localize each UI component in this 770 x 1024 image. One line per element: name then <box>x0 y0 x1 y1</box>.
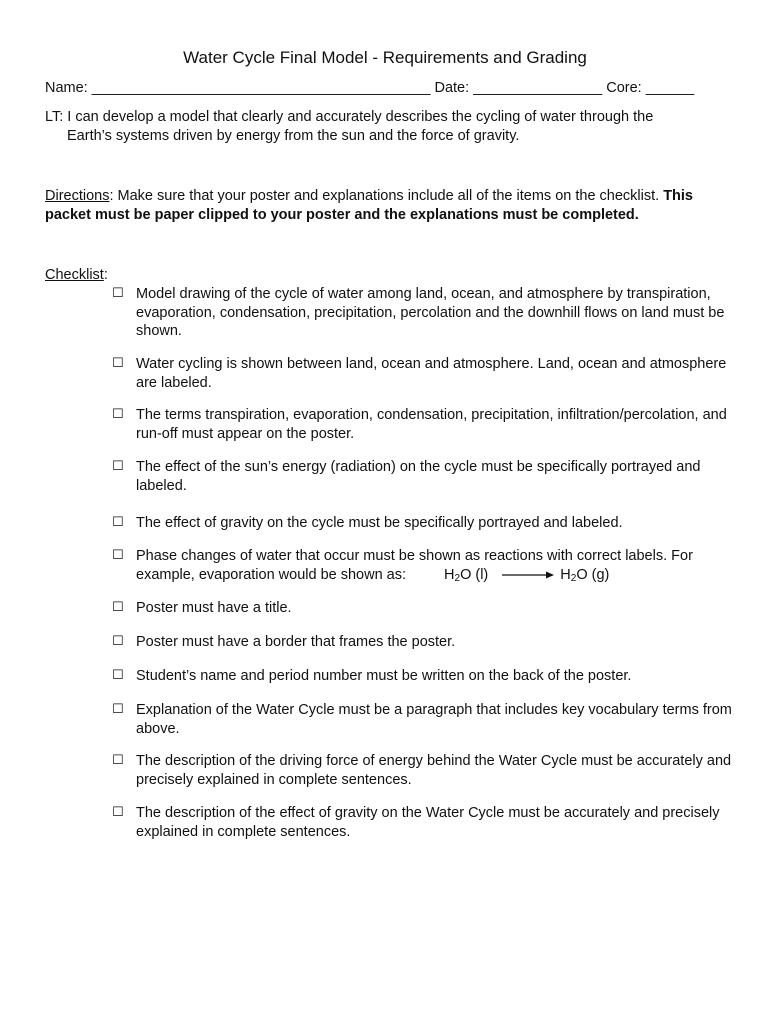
checkbox-icon[interactable]: ☐ <box>112 548 124 563</box>
checkbox-icon[interactable]: ☐ <box>112 356 124 371</box>
formula-right-h: H <box>560 566 571 583</box>
date-blank: ________________ <box>473 80 603 96</box>
formula-right-rest: O (g) <box>576 566 610 583</box>
checkbox-icon[interactable]: ☐ <box>112 459 124 474</box>
checklist-item <box>112 547 732 584</box>
checkbox-icon[interactable]: ☐ <box>112 668 124 683</box>
directions <box>45 187 735 225</box>
checkbox-icon[interactable]: ☐ <box>112 753 124 768</box>
formula-left-rest: O (l) <box>460 566 489 583</box>
evaporation-formula <box>444 566 609 585</box>
formula-left-h: H <box>444 566 455 583</box>
checklist-item <box>112 458 732 495</box>
directions-label: Directions <box>45 188 110 204</box>
checkbox-icon[interactable]: ☐ <box>112 702 124 717</box>
checklist-item <box>112 752 732 789</box>
checklist-item-text: Poster must have a title. <box>136 600 292 616</box>
directions-bold-text: This packet must be paper clipped to your poster and the explanations must be completed. <box>45 188 693 223</box>
checklist-item-text: The description of the effect of gravity on the Water Cycle must be accurately and precisely explained in complete sentences. <box>136 805 720 840</box>
checklist-item <box>112 406 732 443</box>
checklist-item <box>112 804 732 841</box>
checklist-label: Checklist <box>45 267 104 283</box>
checklist-heading <box>45 266 108 285</box>
checklist-item <box>112 633 732 652</box>
checkbox-icon[interactable]: ☐ <box>112 515 124 530</box>
directions-text: : Make sure that your poster and explanations include all of the items on the checklist. <box>109 188 664 204</box>
student-info-line <box>45 78 735 98</box>
checklist-colon: : <box>103 267 108 283</box>
name-label: Name: <box>45 80 88 96</box>
checklist-item <box>112 285 732 341</box>
checklist-item <box>112 355 732 392</box>
checklist-item-text: The effect of the sun’s energy (radiation) on the cycle must be specifically portrayed and labeled. <box>136 459 701 494</box>
checklist-item-text: Explanation of the Water Cycle must be a paragraph that includes key vocabulary terms from above. <box>136 702 732 737</box>
name-blank: __________________________________________ <box>91 80 431 96</box>
formula-right-sub: 2 <box>570 572 577 584</box>
learning-target-line-2: Earth’s systems driven by energy from the sun and the force of gravity. <box>67 128 520 144</box>
checklist-item-text <box>136 547 732 584</box>
checkbox-icon[interactable]: ☐ <box>112 600 124 615</box>
checklist-item <box>112 514 732 533</box>
learning-target <box>45 108 735 146</box>
checkbox-icon[interactable]: ☐ <box>112 634 124 649</box>
date-label: Date: <box>434 80 470 96</box>
core-label: Core: <box>606 80 642 96</box>
checkbox-icon[interactable]: ☐ <box>112 407 124 422</box>
checklist-item <box>112 667 732 686</box>
checklist-item-text: Student’s name and period number must be written on the back of the poster. <box>136 668 632 684</box>
checklist-item <box>112 599 732 618</box>
phase-change-text: Phase changes of water that occur must be shown as reactions with correct labels. For example, evaporation would be shown as: <box>136 548 693 583</box>
core-blank: ______ <box>645 80 695 96</box>
checklist-item-text: Water cycling is shown between land, ocean and atmosphere. Land, ocean and atmosphere are labeled. <box>136 356 727 391</box>
checkbox-icon[interactable]: ☐ <box>112 805 124 820</box>
checklist-item-text: The effect of gravity on the cycle must be specifically portrayed and labeled. <box>136 515 623 531</box>
checklist-item-text: The terms transpiration, evaporation, condensation, precipitation, infiltration/percolation, and run-off must appear on the poster. <box>136 407 727 442</box>
checklist-item-text: The description of the driving force of energy behind the Water Cycle must be accurately and precisely explained in complete sentences. <box>136 753 732 788</box>
checkbox-icon[interactable]: ☐ <box>112 286 124 301</box>
checklist-item-text: Poster must have a border that frames the poster. <box>136 634 456 650</box>
checklist-item <box>112 701 732 738</box>
page-title: Water Cycle Final Model - Requirements and Grading <box>183 48 587 67</box>
checklist-item-text: Model drawing of the cycle of water among land, ocean, and atmosphere by transpiration, evaporation, condensation, precipitation, percolation and the downhill flows on land must be shown. <box>136 286 725 339</box>
reaction-arrow-icon <box>502 570 554 580</box>
learning-target-line-1: LT: I can develop a model that clearly and accurately describes the cycling of water through the <box>45 109 654 125</box>
formula-left-sub: 2 <box>454 572 461 584</box>
